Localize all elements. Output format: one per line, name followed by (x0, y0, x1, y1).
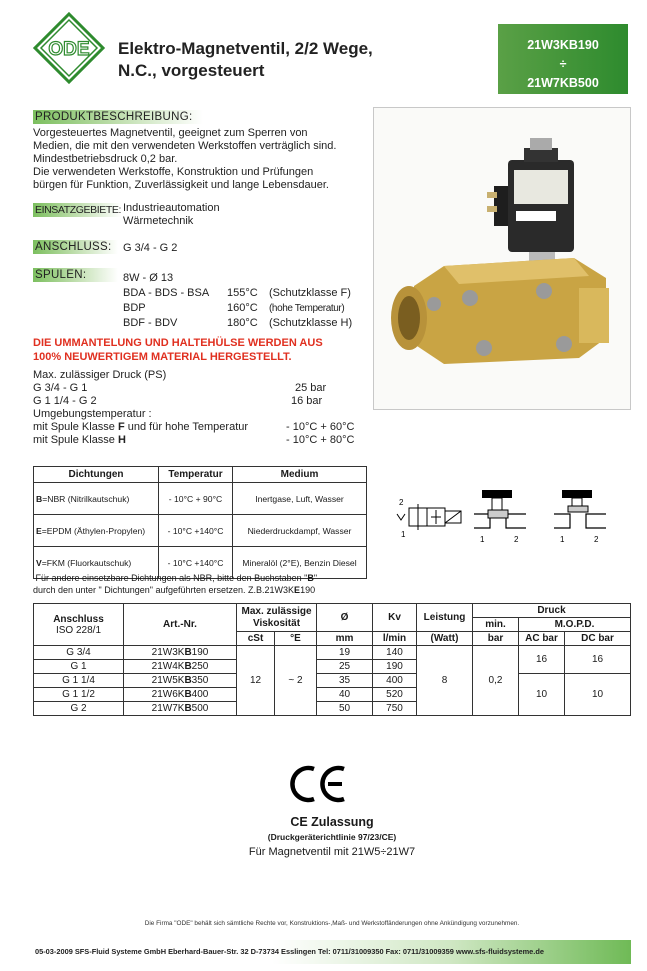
model-from: 21W3KB190 (527, 38, 599, 52)
disclaimer: Die Firma "ODE" behält sich sämtliche Rechte vor, Konstruktions-,Maß- und Werkstoffänderungen ohne Ankündigung vorzunehmen. (144, 920, 520, 927)
section-heading-einsatz: EINSATZGEBIETE: (35, 204, 121, 216)
spec-table: Anschluss ISO 228/1 Art.-Nr. Max. zulässige Viskosität Ø Kv Leistung Druck min. M.O.P.D. cSt °E mm l/min (Watt) bar AC bar DC bar G 3/4 21W3KB190 12 ~ 2 19 140 8 0,2 16 16 G 1 21W4KB250 25 190 G 1 1/4 21W5KB350 35 400 10 10 G 1 1/2 21W6KB400 40 520 G 2 21W7KB500 50 750 (33, 603, 631, 716)
table-row: E=EPDM (Äthylen-Propylen) - 10°C +140°C Niederdruckdampf, Wasser (34, 515, 367, 547)
table-row: B=NBR (Nitrilkautschuk) - 10°C + 90°C Inertgase, Luft, Wasser (34, 483, 367, 515)
material-warning: DIE UMMANTELUNG UND HALTEHÜLSE WERDEN AUS 100% NEUWERTIGEM MATERIAL HERGESTELLT. (33, 337, 323, 363)
anschluss-value: G 3/4 - G 2 (123, 242, 178, 254)
temperature-header: Temperatur (159, 467, 233, 483)
seals-table (33, 466, 367, 579)
valve-diagram-open (550, 484, 610, 544)
svg-text:2: 2 (594, 535, 599, 544)
svg-text:1: 1 (401, 530, 406, 539)
page-title: Elektro-Magnetventil, 2/2 Wege, N.C., vorgesteuert (118, 39, 373, 80)
section-heading-spulen: SPULEN: (33, 268, 118, 282)
model-range-box: 21W3KB190 ÷ 21W7KB500 (498, 24, 628, 94)
svg-text:2: 2 (514, 535, 519, 544)
medium-header: Medium (233, 467, 367, 483)
footer: 05-03-2009 SFS-Fluid Systeme GmbH Eberhard-Bauer-Str. 32 D-73734 Esslingen Tel: 0711/31009350 Fax: 0711/31009359 www.sfs-fluidsysteme.de (33, 940, 631, 964)
seals-header: Dichtungen (34, 467, 159, 483)
section-heading-anschluss: ANSCHLUSS: (33, 240, 118, 254)
model-to: 21W7KB500 (527, 76, 599, 90)
table-row: G 1 1/2 21W6KB400 40 520 (34, 688, 631, 702)
product-description: Vorgesteuertes Magnetventil, geeignet zum Sperren von Medien, die mit den verwendeten Werkstoffen verträglich sind. Mindestbetriebsdruck 0,2 bar. Die verwendeten Werkstoffe, Konstruktion und Prüfungen bürgen für Funktion, Zuverlässigkeit und lange Lebensdauer. (33, 127, 337, 191)
table-row: G 3/4 21W3KB190 12 ~ 2 19 140 8 0,2 16 16 (34, 646, 631, 660)
table-row: G 1 21W4KB250 25 190 (34, 660, 631, 674)
ce-approval: CE Zulassung (Druckgeräterichtlinie 97/23/CE) Für Magnetventil mit 21W5÷21W7 (248, 815, 416, 858)
valve-diagram-closed (470, 484, 530, 544)
spulen-list: 8W - Ø 13 BDA - BDS - BSA 155°C (Schutzklasse F) BDP 160°C (hohe Temperatur) BDF - BDV 180°C (Schutzklasse H) (123, 272, 353, 329)
einsatz-values: Industrieautomation Wärmetechnik (123, 202, 220, 227)
svg-text:1: 1 (560, 535, 565, 544)
pressure-temperature-info: Max. zulässiger Druck (PS) G 3/4 - G 1 25 bar G 1 1/4 - G 2 16 bar Umgebungstemperatur : mit Spule Klasse F und für hohe Temperatur - 10°C + 60°C mit Spule Klasse H - 10°C + 80°C (33, 369, 355, 446)
ode-logo (33, 12, 105, 84)
table-row: G 1 1/4 21W5KB350 35 400 10 10 (34, 674, 631, 688)
svg-text:1: 1 (480, 535, 485, 544)
valve-symbol (395, 490, 465, 540)
table-row: G 2 21W7KB500 50 750 (34, 702, 631, 716)
section-heading-produkt: PRODUKTBESCHREIBUNG: (33, 110, 203, 124)
svg-text:ODE: ODE (48, 39, 90, 60)
table-row: V=FKM (Fluorkautschuk) - 10°C +140°C Mineralöl (2°E), Benzin Diesel (34, 547, 367, 579)
ce-mark (288, 764, 348, 804)
seal-note: Für andere einsetzbare Dichtungen als NBR, bitte den Buchstaben "B" durch den unter " Dichtungen" aufgeführten ersetzen. Z.B.21W3KE190 (33, 573, 318, 595)
product-photo (373, 107, 631, 410)
svg-text:2: 2 (399, 498, 404, 507)
